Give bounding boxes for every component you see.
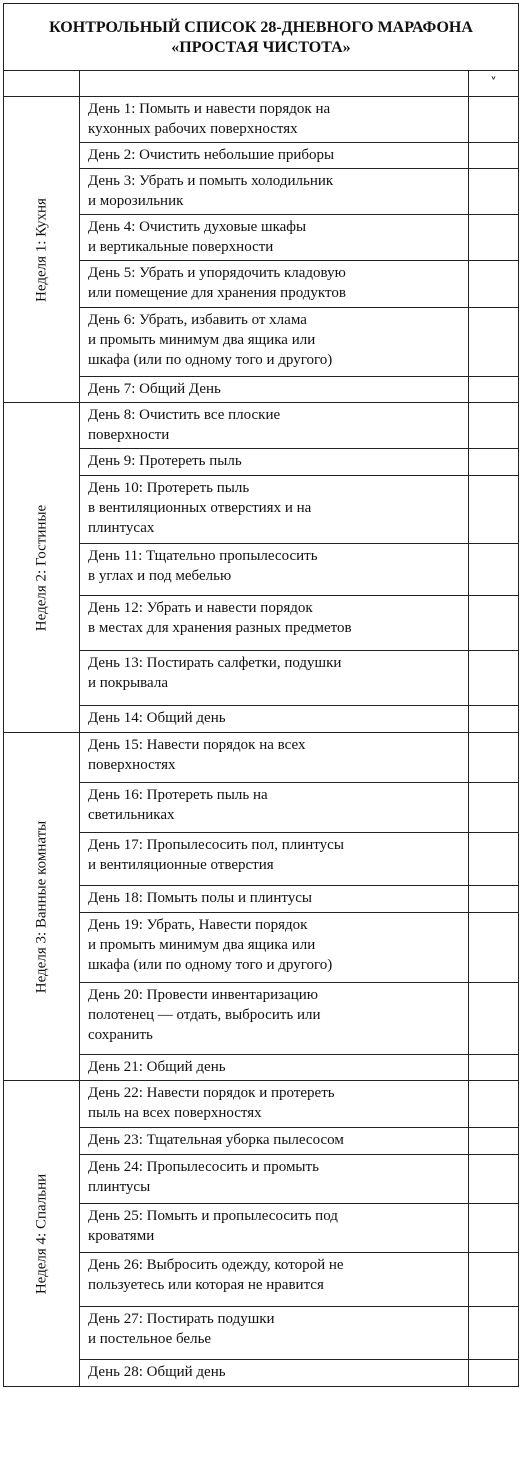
- checkbox-cell[interactable]: [468, 476, 518, 544]
- day-task: День 8: Очистить все плоские поверхности: [80, 403, 469, 449]
- checkbox-cell[interactable]: [468, 706, 518, 733]
- checklist-table: [3, 3, 519, 1387]
- day-row: [4, 1204, 519, 1253]
- checkbox-cell[interactable]: [468, 1360, 518, 1387]
- day-task: День 5: Убрать и упорядочить кладовую или помещение для хранения продуктов: [80, 261, 469, 308]
- day-task: День 28: Общий день: [80, 1360, 469, 1387]
- header-row: [4, 71, 519, 97]
- checkbox-cell[interactable]: [468, 261, 518, 308]
- day-task: День 19: Убрать, Навести порядок и промыть минимум два ящика или шкафа (или по одному того и другого): [80, 913, 469, 983]
- day-row: [4, 1253, 519, 1307]
- day-row: [4, 403, 519, 449]
- day-row: [4, 733, 519, 783]
- day-task: День 27: Постирать подушки и постельное белье: [80, 1307, 469, 1360]
- checkbox-cell[interactable]: [468, 1307, 518, 1360]
- checkbox-cell[interactable]: [468, 215, 518, 261]
- day-row: [4, 97, 519, 143]
- checkbox-cell[interactable]: [468, 913, 518, 983]
- day-task: День 15: Навести порядок на всех поверхностях: [80, 733, 469, 783]
- day-task: День 18: Помыть полы и плинтусы: [80, 886, 469, 913]
- checklist-title: КОНТРОЛЬНЫЙ СПИСОК 28-ДНЕВНОГО МАРАФОНА «ПРОСТАЯ ЧИСТОТА»: [4, 4, 519, 71]
- day-task: День 9: Протереть пыль: [80, 449, 469, 476]
- day-row: [4, 544, 519, 596]
- day-task: День 10: Протереть пыль в вентиляционных отверстиях и на плинтусах: [80, 476, 469, 544]
- day-task: День 25: Помыть и пропылесосить под кроватями: [80, 1204, 469, 1253]
- day-row: [4, 1128, 519, 1155]
- day-task: День 3: Убрать и помыть холодильник и морозильник: [80, 169, 469, 215]
- checkbox-cell[interactable]: [468, 1081, 518, 1128]
- day-task: День 12: Убрать и навести порядок в местах для хранения разных предметов: [80, 596, 469, 651]
- checkbox-cell[interactable]: [468, 377, 518, 403]
- day-task: День 16: Протереть пыль на светильниках: [80, 783, 469, 833]
- day-row: [4, 308, 519, 377]
- day-task: День 2: Очистить небольшие приборы: [80, 143, 469, 169]
- checkbox-cell[interactable]: [468, 143, 518, 169]
- day-task: День 14: Общий день: [80, 706, 469, 733]
- day-task: День 22: Навести порядок и протереть пыль на всех поверхностях: [80, 1081, 469, 1128]
- header-week-cell: [4, 71, 80, 97]
- checkbox-cell[interactable]: [468, 983, 518, 1055]
- day-row: [4, 215, 519, 261]
- day-row: [4, 1360, 519, 1387]
- checkbox-cell[interactable]: [468, 596, 518, 651]
- day-row: [4, 143, 519, 169]
- checkbox-cell[interactable]: [468, 449, 518, 476]
- day-row: [4, 261, 519, 308]
- day-task: День 20: Провести инвентаризацию полотенец — отдать, выбросить или сохранить: [80, 983, 469, 1055]
- day-row: [4, 706, 519, 733]
- week-label: Неделя 4: Спальни: [33, 1173, 49, 1294]
- checkbox-cell[interactable]: [468, 886, 518, 913]
- day-row: [4, 1081, 519, 1128]
- title-row: [4, 4, 519, 71]
- day-row: [4, 833, 519, 886]
- day-row: [4, 1155, 519, 1204]
- day-task: День 1: Помыть и навести порядок на кухонных рабочих поверхностях: [80, 97, 469, 143]
- day-row: [4, 983, 519, 1055]
- day-row: [4, 651, 519, 706]
- week-label-cell: [4, 403, 80, 733]
- checkbox-cell[interactable]: [468, 733, 518, 783]
- day-task: День 26: Выбросить одежду, которой не пользуетесь или которая не нравится: [80, 1253, 469, 1307]
- day-row: [4, 169, 519, 215]
- day-task: День 23: Тщательная уборка пылесосом: [80, 1128, 469, 1155]
- day-task: День 21: Общий день: [80, 1055, 469, 1081]
- check-header-mark: ˅: [468, 71, 518, 97]
- checkbox-cell[interactable]: [468, 1155, 518, 1204]
- checkbox-cell[interactable]: [468, 544, 518, 596]
- header-task-cell: [80, 71, 469, 97]
- checkbox-cell[interactable]: [468, 308, 518, 377]
- checkbox-cell[interactable]: [468, 403, 518, 449]
- checkbox-cell[interactable]: [468, 651, 518, 706]
- day-task: День 11: Тщательно пропылесосить в углах и под мебелью: [80, 544, 469, 596]
- week-label-cell: [4, 733, 80, 1081]
- checkbox-cell[interactable]: [468, 1204, 518, 1253]
- checkbox-cell[interactable]: [468, 169, 518, 215]
- week-label: Неделя 3: Ванные комнаты: [33, 820, 49, 993]
- day-row: [4, 449, 519, 476]
- day-row: [4, 596, 519, 651]
- day-task: День 6: Убрать, избавить от хлама и промыть минимум два ящика или шкафа (или по одному того и другого): [80, 308, 469, 377]
- checkbox-cell[interactable]: [468, 1253, 518, 1307]
- day-row: [4, 783, 519, 833]
- day-row: [4, 1307, 519, 1360]
- day-row: [4, 1055, 519, 1081]
- checkbox-cell[interactable]: [468, 97, 518, 143]
- week-label: Неделя 1: Кухня: [33, 197, 49, 302]
- checkbox-cell[interactable]: [468, 783, 518, 833]
- checkbox-cell[interactable]: [468, 1128, 518, 1155]
- day-task: День 17: Пропылесосить пол, плинтусы и вентиляционные отверстия: [80, 833, 469, 886]
- day-row: [4, 886, 519, 913]
- day-task: День 7: Общий День: [80, 377, 469, 403]
- day-task: День 4: Очистить духовые шкафы и вертикальные поверхности: [80, 215, 469, 261]
- day-row: [4, 377, 519, 403]
- week-label-cell: [4, 97, 80, 403]
- week-label: Неделя 2: Гостиные: [33, 504, 49, 631]
- day-row: [4, 913, 519, 983]
- checkbox-cell[interactable]: [468, 833, 518, 886]
- checkbox-cell[interactable]: [468, 1055, 518, 1081]
- day-row: [4, 476, 519, 544]
- day-task: День 24: Пропылесосить и промыть плинтусы: [80, 1155, 469, 1204]
- day-task: День 13: Постирать салфетки, подушки и покрывала: [80, 651, 469, 706]
- week-label-cell: [4, 1081, 80, 1387]
